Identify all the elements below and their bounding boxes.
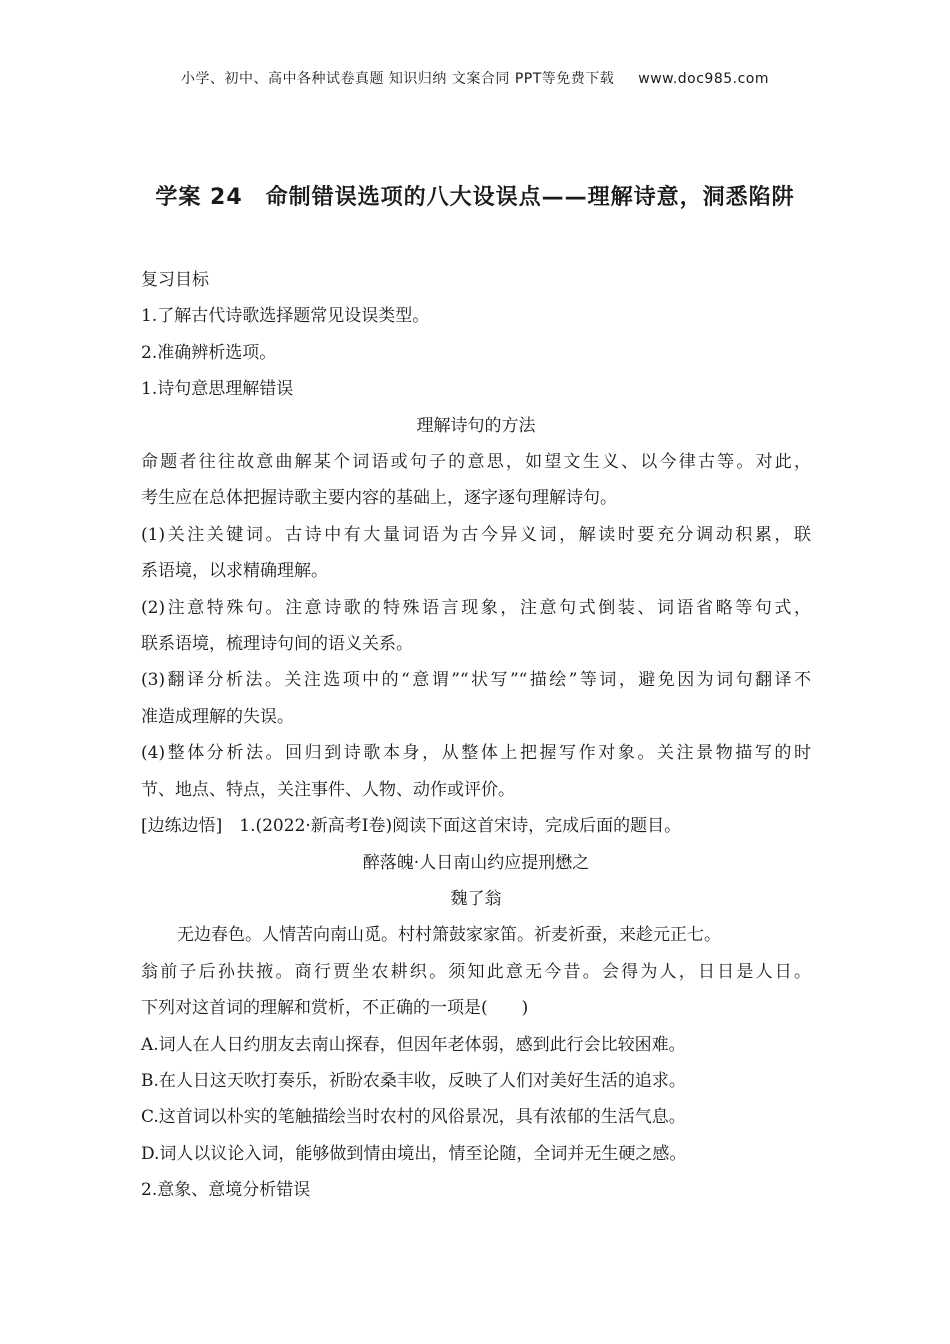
page-title: 学案 24 命制错误选项的八大设误点——理解诗意，洞悉陷阱: [155, 185, 795, 210]
section1-heading: 1.诗句意思理解错误: [141, 379, 294, 400]
method-title: 理解诗句的方法: [416, 415, 536, 436]
poem-line: 无边春色。人情苦向南山觅。村村箫鼓家家笛。祈麦祈蚕，来趁元正七。: [177, 925, 721, 946]
review-goal: 2.准确辨析选项。: [141, 342, 277, 363]
header-text: 小学、初中、高中各种试卷真题 知识归纳 文案合同 PPT等免费下载: [180, 71, 615, 87]
review-heading: 复习目标: [141, 270, 209, 290]
option-a: A.词人在人日约朋友去南山探春，但因年老体弱，感到此行会比较困难。: [141, 1034, 686, 1055]
poem-line: 翁前子后孙扶掖。商行贾坐农耕织。须知此意无今昔。会得为人，日日是人日。: [141, 961, 811, 982]
page-header: [0, 68, 950, 88]
intro-line: 命题者往往故意曲解某个词语或句子的意思，如望文生义、以今律古等。对此，: [141, 452, 811, 473]
method-line: (1)关注关键词。古诗中有大量词语为古今异义词，解读时要充分调动积累，联: [141, 524, 811, 545]
method-line: (4)整体分析法。回归到诗歌本身，从整体上把握写作对象。关注景物描写的时: [141, 743, 811, 764]
option-c: C.这首词以朴实的笔触描绘当时农村的风俗景况，具有浓郁的生活气息。: [141, 1107, 686, 1128]
header-url[interactable]: www.doc985.com: [638, 71, 770, 87]
poem-title: 醉落魄·人日南山约应提刑懋之: [362, 852, 590, 873]
method-line: 准造成理解的失误。: [141, 706, 294, 727]
method-line: 联系语境，梳理诗句间的语义关系。: [141, 634, 413, 655]
option-d: D.词人以议论入词，能够做到情由境出，情至论随，全词并无生硬之感。: [141, 1143, 687, 1164]
intro-line: 考生应在总体把握诗歌主要内容的基础上，逐字逐句理解诗句。: [141, 488, 617, 509]
document-body: [141, 262, 811, 1209]
section2-heading: 2.意象、意境分析错误: [141, 1180, 311, 1201]
review-goal: 1.了解古代诗歌选择题常见设误类型。: [141, 306, 430, 327]
question-stem: 下列对这首词的理解和赏析，不正确的一项是( ): [141, 998, 529, 1019]
option-b: B.在人日这天吹打奏乐，祈盼农桑丰收，反映了人们对美好生活的追求。: [141, 1070, 686, 1091]
method-line: 系语境，以求精确理解。: [141, 561, 328, 582]
poem-author: 魏了翁: [450, 888, 502, 909]
method-line: 节、地点、特点，关注事件、人物、动作或评价。: [141, 779, 515, 800]
method-line: (2)注意特殊句。注意诗歌的特殊语言现象，注意句式倒装、词语省略等句式，: [141, 597, 811, 618]
exercise-intro: [边练边悟] 1.(2022·新高考Ⅰ卷)阅读下面这首宋诗，完成后面的题目。: [141, 816, 682, 837]
method-line: (3)翻译分析法。关注选项中的“意谓”“状写”“描绘”等词，避免因为词句翻译不: [141, 670, 811, 691]
